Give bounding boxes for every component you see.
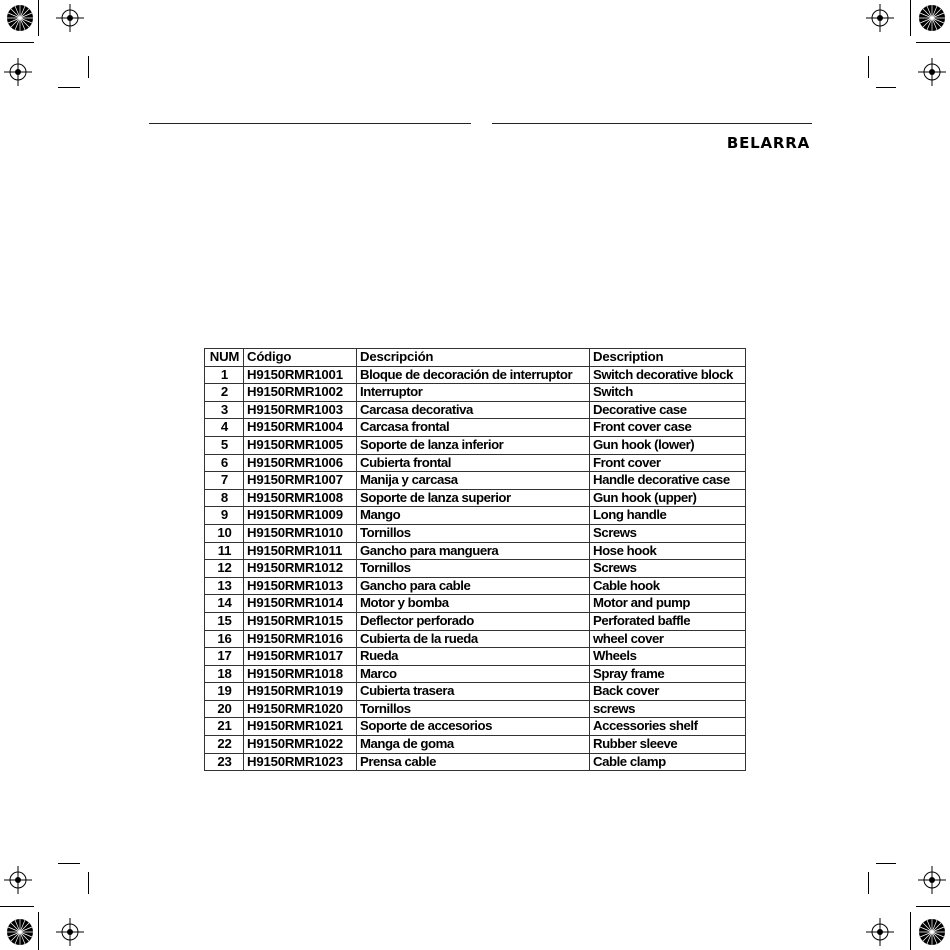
part-code: H9150RMR1018 <box>244 665 357 683</box>
part-descripcion: Soporte de lanza inferior <box>357 436 590 454</box>
part-number: 6 <box>205 454 244 472</box>
part-code: H9150RMR1007 <box>244 472 357 490</box>
parts-table-body <box>205 366 746 771</box>
table-row <box>205 507 746 525</box>
part-description: Spray frame <box>590 665 746 683</box>
part-code: H9150RMR1012 <box>244 560 357 578</box>
part-number: 8 <box>205 489 244 507</box>
parts-table <box>204 348 746 771</box>
column-header-code: Código <box>244 349 357 367</box>
part-description: Hose hook <box>590 542 746 560</box>
part-code: H9150RMR1015 <box>244 612 357 630</box>
part-description: Screws <box>590 560 746 578</box>
registration-mark-icon <box>918 918 946 946</box>
part-number: 20 <box>205 700 244 718</box>
crop-line <box>38 0 39 36</box>
part-number: 9 <box>205 507 244 525</box>
part-description: Cable clamp <box>590 753 746 771</box>
table-row <box>205 384 746 402</box>
part-descripcion: Soporte de lanza superior <box>357 489 590 507</box>
part-description: Front cover <box>590 454 746 472</box>
part-descripcion: Manga de goma <box>357 736 590 754</box>
part-number: 3 <box>205 401 244 419</box>
table-row <box>205 683 746 701</box>
part-number: 5 <box>205 436 244 454</box>
part-descripcion: Deflector perforado <box>357 612 590 630</box>
table-row <box>205 648 746 666</box>
table-row <box>205 630 746 648</box>
crop-line <box>0 906 34 907</box>
crop-line <box>910 0 911 36</box>
part-number: 16 <box>205 630 244 648</box>
part-code: H9150RMR1004 <box>244 419 357 437</box>
part-code: H9150RMR1023 <box>244 753 357 771</box>
table-row <box>205 595 746 613</box>
part-number: 15 <box>205 612 244 630</box>
part-descripcion: Bloque de decoración de interruptor <box>357 366 590 384</box>
part-descripcion: Tornillos <box>357 560 590 578</box>
part-code: H9150RMR1005 <box>244 436 357 454</box>
part-number: 18 <box>205 665 244 683</box>
table-row <box>205 700 746 718</box>
table-row <box>205 436 746 454</box>
crosshair-icon <box>866 918 894 946</box>
table-header-row <box>205 349 746 367</box>
part-code: H9150RMR1017 <box>244 648 357 666</box>
header-rule-right <box>492 123 812 124</box>
crop-line <box>916 906 950 907</box>
part-number: 22 <box>205 736 244 754</box>
part-description: Long handle <box>590 507 746 525</box>
column-header-description: Description <box>590 349 746 367</box>
crosshair-icon <box>918 866 946 894</box>
part-description: Gun hook (lower) <box>590 436 746 454</box>
registration-mark-icon <box>6 918 34 946</box>
part-number: 21 <box>205 718 244 736</box>
table-row <box>205 577 746 595</box>
part-description: Cable hook <box>590 577 746 595</box>
part-description: Switch decorative block <box>590 366 746 384</box>
part-descripcion: Mango <box>357 507 590 525</box>
part-number: 10 <box>205 524 244 542</box>
crosshair-icon <box>4 58 32 86</box>
part-description: screws <box>590 700 746 718</box>
crosshair-icon <box>918 58 946 86</box>
crop-line <box>58 863 80 864</box>
column-header-descripcion: Descripción <box>357 349 590 367</box>
part-description: Screws <box>590 524 746 542</box>
part-number: 13 <box>205 577 244 595</box>
crop-line <box>876 863 896 864</box>
part-descripcion: Soporte de accesorios <box>357 718 590 736</box>
table-row <box>205 560 746 578</box>
part-descripcion: Carcasa decorativa <box>357 401 590 419</box>
table-row <box>205 612 746 630</box>
part-code: H9150RMR1016 <box>244 630 357 648</box>
part-description: wheel cover <box>590 630 746 648</box>
crosshair-icon <box>56 918 84 946</box>
crop-line <box>868 56 869 78</box>
part-description: Accessories shelf <box>590 718 746 736</box>
part-descripcion: Carcasa frontal <box>357 419 590 437</box>
part-description: Decorative case <box>590 401 746 419</box>
registration-mark-icon <box>918 4 946 32</box>
crop-line <box>916 42 950 43</box>
part-descripcion: Tornillos <box>357 524 590 542</box>
part-code: H9150RMR1003 <box>244 401 357 419</box>
part-description: Rubber sleeve <box>590 736 746 754</box>
crop-line <box>58 87 80 88</box>
crop-line <box>868 872 869 894</box>
part-description: Motor and pump <box>590 595 746 613</box>
crop-line <box>876 87 896 88</box>
part-code: H9150RMR1022 <box>244 736 357 754</box>
crosshair-icon <box>4 866 32 894</box>
crop-line <box>910 912 911 950</box>
part-code: H9150RMR1020 <box>244 700 357 718</box>
part-descripcion: Cubierta de la rueda <box>357 630 590 648</box>
part-descripcion: Motor y bomba <box>357 595 590 613</box>
part-code: H9150RMR1001 <box>244 366 357 384</box>
part-description: Front cover case <box>590 419 746 437</box>
crop-line <box>38 912 39 950</box>
crosshair-icon <box>56 4 84 32</box>
table-row <box>205 366 746 384</box>
part-descripcion: Interruptor <box>357 384 590 402</box>
part-number: 14 <box>205 595 244 613</box>
crop-line <box>88 872 89 894</box>
part-code: H9150RMR1021 <box>244 718 357 736</box>
part-number: 19 <box>205 683 244 701</box>
part-descripcion: Tornillos <box>357 700 590 718</box>
table-row <box>205 401 746 419</box>
part-descripcion: Gancho para manguera <box>357 542 590 560</box>
part-description: Handle decorative case <box>590 472 746 490</box>
part-number: 11 <box>205 542 244 560</box>
part-descripcion: Manija y carcasa <box>357 472 590 490</box>
part-code: H9150RMR1006 <box>244 454 357 472</box>
part-code: H9150RMR1013 <box>244 577 357 595</box>
part-code: H9150RMR1014 <box>244 595 357 613</box>
part-description: Switch <box>590 384 746 402</box>
part-number: 12 <box>205 560 244 578</box>
table-row <box>205 753 746 771</box>
part-number: 7 <box>205 472 244 490</box>
part-number: 23 <box>205 753 244 771</box>
part-code: H9150RMR1010 <box>244 524 357 542</box>
table-row <box>205 665 746 683</box>
part-descripcion: Gancho para cable <box>357 577 590 595</box>
header-rule-left <box>149 123 471 124</box>
table-row <box>205 718 746 736</box>
part-description: Wheels <box>590 648 746 666</box>
brand-logo: BELARRA <box>726 134 810 152</box>
table-row <box>205 524 746 542</box>
crop-line <box>0 42 34 43</box>
table-row <box>205 454 746 472</box>
table-row <box>205 489 746 507</box>
part-code: H9150RMR1011 <box>244 542 357 560</box>
part-number: 2 <box>205 384 244 402</box>
table-row <box>205 419 746 437</box>
registration-mark-icon <box>6 4 34 32</box>
part-description: Perforated baffle <box>590 612 746 630</box>
part-description: Gun hook (upper) <box>590 489 746 507</box>
part-descripcion: Prensa cable <box>357 753 590 771</box>
part-code: H9150RMR1009 <box>244 507 357 525</box>
part-description: Back cover <box>590 683 746 701</box>
part-descripcion: Rueda <box>357 648 590 666</box>
part-code: H9150RMR1008 <box>244 489 357 507</box>
part-code: H9150RMR1019 <box>244 683 357 701</box>
table-row <box>205 736 746 754</box>
column-header-num: NUM <box>205 349 244 367</box>
part-number: 4 <box>205 419 244 437</box>
part-descripcion: Cubierta trasera <box>357 683 590 701</box>
part-code: H9150RMR1002 <box>244 384 357 402</box>
table-row <box>205 542 746 560</box>
part-number: 17 <box>205 648 244 666</box>
crop-line <box>88 56 89 78</box>
part-descripcion: Marco <box>357 665 590 683</box>
table-row <box>205 472 746 490</box>
part-descripcion: Cubierta frontal <box>357 454 590 472</box>
part-number: 1 <box>205 366 244 384</box>
crosshair-icon <box>866 4 894 32</box>
